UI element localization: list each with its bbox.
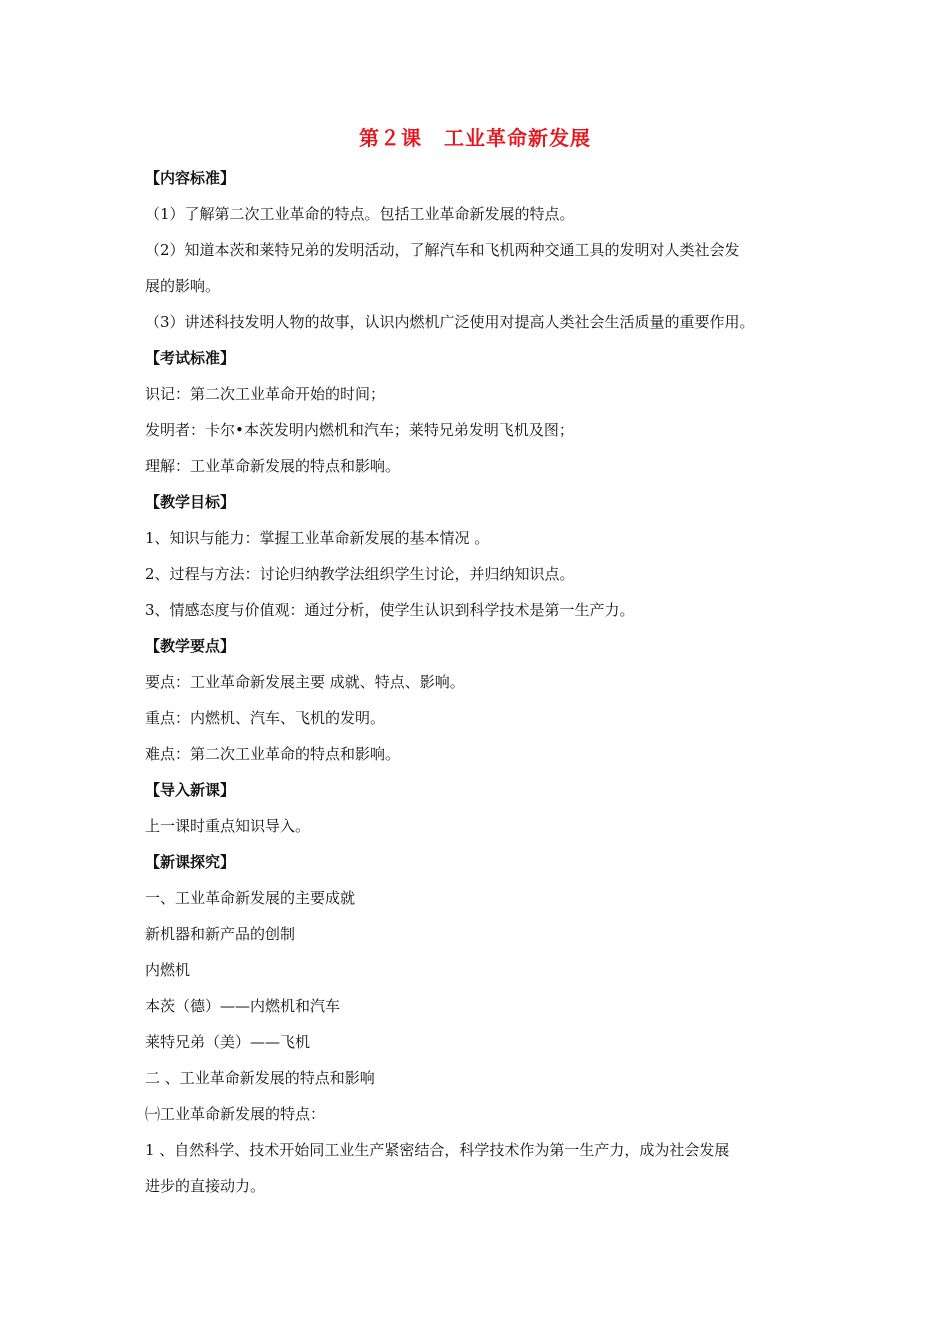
page-title — [0, 122, 950, 151]
paragraph-line: 本茨（德）——内燃机和汽车 — [145, 997, 341, 1015]
paragraph-line: 1、知识与能力：掌握工业革命新发展的基本情况 。 — [145, 529, 490, 547]
paragraph-line: 2、过程与方法：讨论归纳教学法组织学生讨论，并归纳知识点。 — [145, 565, 575, 583]
paragraph-line: 难点：第二次工业革命的特点和影响。 — [145, 745, 401, 763]
section-heading: 【新课探究】 — [145, 853, 236, 871]
paragraph-line: 1 、自然科学、技术开始同工业生产紧密结合，科学技术作为第一生产力，成为社会发展 — [145, 1141, 730, 1159]
section-heading: 【教学目标】 — [145, 493, 236, 511]
lesson-name: 工业革命新发展 — [444, 126, 591, 150]
paragraph-line: 进步的直接动力。 — [145, 1177, 266, 1195]
paragraph-line: 莱特兄弟（美）——飞机 — [145, 1033, 311, 1051]
paragraph-line: 内燃机 — [145, 961, 191, 979]
paragraph-line: （2）知道本茨和莱特兄弟的发明活动，了解汽车和飞机两种交通工具的发明对人类社会发 — [145, 241, 740, 259]
document-body — [145, 160, 825, 1204]
paragraph-line: ㈠工业革命新发展的特点： — [145, 1105, 326, 1123]
paragraph-line: 一、工业革命新发展的主要成就 — [145, 889, 356, 907]
section-heading: 【教学要点】 — [145, 637, 236, 655]
lesson-number: 第２课 — [359, 126, 422, 150]
paragraph-line: （3）讲述科技发明人物的故事，认识内燃机广泛使用对提高人类社会生活质量的重要作用。 — [145, 313, 755, 331]
paragraph-line: （1）了解第二次工业革命的特点。包括工业革命新发展的特点。 — [145, 205, 575, 223]
section-heading: 【导入新课】 — [145, 781, 236, 799]
paragraph-line: 要点：工业革命新发展主要 成就、特点、影响。 — [145, 673, 465, 691]
paragraph-line: 发明者：卡尔•本茨发明内燃机和汽车；莱特兄弟发明飞机及图； — [145, 421, 574, 439]
section-heading: 【考试标准】 — [145, 349, 236, 367]
paragraph-line: 重点：内燃机、汽车、飞机的发明。 — [145, 709, 386, 727]
paragraph-line: 新机器和新产品的创制 — [145, 925, 296, 943]
paragraph-line: 3、情感态度与价值观：通过分析，使学生认识到科学技术是第一生产力。 — [145, 601, 635, 619]
paragraph-line: 理解：工业革命新发展的特点和影响。 — [145, 457, 401, 475]
paragraph-line: 识记：第二次工业革命开始的时间； — [145, 385, 386, 403]
section-heading: 【内容标准】 — [145, 169, 236, 187]
paragraph-line: 展的影响。 — [145, 277, 221, 295]
paragraph-line: 上一课时重点知识导入。 — [145, 817, 311, 835]
paragraph-line: 二 、工业革命新发展的特点和影响 — [145, 1069, 375, 1087]
